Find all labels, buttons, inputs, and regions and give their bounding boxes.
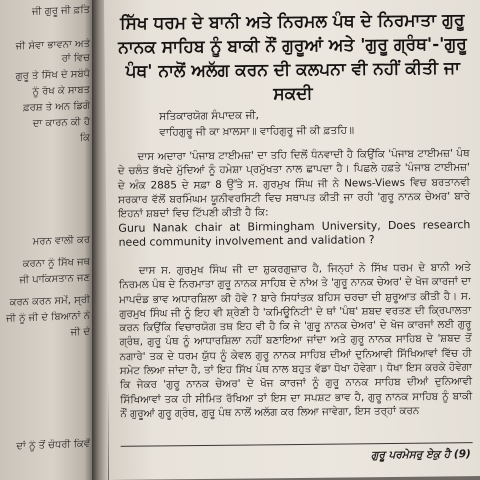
right-page <box>104 0 480 480</box>
footer-rule <box>121 442 473 447</box>
paragraph-2: ਦਾਸ ਸ. ਗੁਰਮੁਖ ਸਿੰਘ ਜੀ ਦਾ ਸ਼ੁਕਰਗੁਜ਼ਾਰ ਹੈ, ਜਿਨ੍ਹਾਂ ਨੇ ਸਿੱਖ ਧਰਮ ਦੇ ਬਾਨੀ ਅਤੇ ਨਿਰਮਲ ਪੰਥ ਦੇ ਨਿਰਮਾਤਾ ਗੁਰੂ ਨਾਨਕ ਸਾਹਿਬ ਦੇ ਨਾਂਅ ਤੇ 'ਗੁਰੂ ਨਾਨਕ ਚੇਅਰ' ਦੇ ਖੋਜ ਕਾਰਜਾਂ ਦਾ ਮਾਪਦੰਡ ਭਾਵ ਅਧਾਰਸ਼ਿਲਾ ਕੀ ਹੋਵੇ ? ਬਾਰੇ ਸਿਧਾਂਤਕ ਬਹਿਸ ਚਰਚਾ ਦੀ ਸ਼ੁਰੂਆਤ ਕੀਤੀ ਹੈ। ਸ. ਗੁਰਮੁਖ ਸਿੰਘ ਜੀ ਨੂੰ ਇਹ ਵੀ ਸ਼੍ਰੇਣੀ ਹੈ 'ਕਮਿਊਨਿਟੀ' ਦੇ ਥਾਂ 'ਪੰਥ' ਸ਼ਬਦ ਵਰਤਣ ਦੀ ਕ੍ਰਿਪਾਲਤਾ ਕਰਨ ਕਿਉਂਕਿ ਵਿਚਾਰਯੋਗ ਤਥ ਇਹ ਵੀ ਹੈ ਕਿ ਜੇ 'ਗੁਰੂ ਨਾਨਕ ਚੇਅਰ' ਦੇ ਖੋਜ ਕਾਰਜਾਂ ਲਈ ਗੁਰੂ ਗ੍ਰੰਥ, ਗੁਰੂ ਪੰਥ ਨੂੰ ਆਧਾਰਸ਼ਿਲਾ ਨਹੀਂ ਬਣਾਇਆ ਜਾਂਦਾ ਅਤੇ ਗੁਰੂ ਨਾਨਕ ਸਾਹਿਬ ਦੇ 'ਸ਼ਬਦ ਤੋਂ ਨਗਾਰੇ' ਤਕ ਦੇ ਧਰਮ ਯੁੱਧ ਨੂੰ ਕੇਵਲ ਗੁਰੂ ਨਾਨਕ ਸਾਹਿਬ ਦੀਆਂ ਦੁਨਿਆਵੀ ਸਿੱਖਿਆਵਾਂ ਵਿੱਚ ਹੀ ਸਮੇਟ ਲਿਆ ਜਾਂਦਾ ਹੈ, ਤਾਂ ਇਹ ਸਿੱਖ ਪੰਥ ਨਾਲ ਬਹੁਤ ਵੱਡਾ ਧੋਖਾ ਹੋਵੇਗਾ। ਧੋਖਾ ਇਸ ਕਰਕੇ ਹੋਵੇਗਾ ਕਿ ਜੇਕਰ 'ਗੁਰੂ ਨਾਨਕ ਚੇਅਰ' ਦੇ ਖੋਜ ਕਾਰਜਾਂ ਨੂੰ ਗੁਰੂ ਨਾਨਕ ਸਾਹਿਬ ਦੀਆਂ ਦੁਨਿਆਵੀ ਸਿੱਖਿਆਵਾਂ ਤਕ ਹੀ ਸੀਮਿਤ ਰੱਖਿਆ ਤਾਂ ਇਸ ਦਾ ਸਪਸ਼ਟ ਭਾਵ ਹੈ, ਗੁਰੂ ਨਾਨਕ ਸਾਹਿਬ ਨੂੰ ਬਾਕੀ ਨੌਂ ਗੁਰੂਆਂ ਗੁਰੂ ਗ੍ਰੰਥ, ਗੁਰੂ ਪੰਥ ਨਾਲੋਂ ਅਲੱਗ ਕਰ ਲਿਆ ਜਾਵੇਗਾ, ਇਸ ਤਰ੍ਹਾਂ ਕਰਨ <box>118 261 473 420</box>
left-page-line: ਨੂੰ ਰੱਖ ਕੇ ਸਾਬਤ <box>32 84 90 98</box>
left-page-line: ਕਰਨਾ ਨੂੰ ਸਿੱਖ ਜਥ <box>22 256 90 270</box>
left-page-line: ਜੀ ਗੁਰੂ ਜੀ ਫ਼ਤਿ <box>32 4 90 18</box>
left-page-line: ਜੀ ਪਾਕਿਸਤਾਨ ਜਣ <box>19 272 90 286</box>
english-quote: Guru Nanak chair at Birmingham University, Does research need community involvement and validation ? <box>118 218 471 250</box>
left-page-line: ਜੀ ਨੂੰ ਜੀ ਦੇ ਬਿਆਨਾਂ ਨੇ <box>6 310 90 325</box>
page-footer: ਗੁਰੂ ਪਰਮੇਸਰੁ ਏਕੁ ਹੈ (9) <box>371 448 471 462</box>
paragraph-1: ਦਾਸ ਅਦਾਰਾ 'ਪੰਜਾਬ ਟਾਈਮਜ਼' ਦਾ ਤਹਿ ਦਿਲੋਂ ਧੰਨਵਾਦੀ ਹੈ ਕਿਉਂਕਿ 'ਪੰਜਾਬ ਟਾਈਮਜ਼' ਪੰਥ ਦੇ ਚਲੰਤ ਭੱਖਦੇ ਮੁੱਦਿਆਂ ਨੂੰ ਹਮੇਸ਼ਾ ਪ੍ਰਮੁੱਖਤਾ ਨਾਲ ਛਾਪਦਾ ਹੈ। ਪਿਛਲੇ ਹਫ਼ਤੇ 'ਪੰਜਾਬ ਟਾਈਮਜ਼' ਦੇ ਅੰਕ 2885 ਦੇ ਸਫ਼ਾ 8 ਉੱਤੇ ਸ. ਗੁਰਮੁਖ ਸਿੰਘ ਜੀ ਨੇ News-Views ਵਿਚ ਬਰਤਾਨਵੀ ਸਰਕਾਰ ਵੱਲੋਂ ਬਰਮਿੰਘਮ ਯੂਨੀਵਰਸਿਟੀ ਵਿਚ ਸਥਾਪਤ ਕੀਤੀ ਜਾ ਰਹੀ 'ਗੁਰੂ ਨਾਨਕ ਚੇਅਰ' ਬਾਰੇ ਇਹਨਾਂ ਸ਼ਬਦਾਂ ਵਿਚ ਟਿੱਪਣੀ ਕੀਤੀ ਹੈ ਕਿ: <box>117 147 471 221</box>
left-page-line: ਕਰਨ ਕਰਨ ਸਮੇਂ, ਸ੍ਰੀ <box>9 294 90 309</box>
left-page-line: ਜੀ ਦੇ <box>70 326 90 339</box>
left-page-line: ਗੁਰੂ ਤੇ ਸਿੱਖ ਦੇ ਸਬੰਧੋ <box>15 68 90 83</box>
left-page-line: ਦਾਂ ਨੂੰ ਤੋਂ ਚੌਧਰੀ ਕਿਵੇਂ <box>16 438 90 452</box>
greeting-line: ਵਾਹਿਗੁਰੂ ਜੀ ਕਾ ਖ਼ਾਲਸਾ॥ ਵਾਹਿਗੁਰੂ ਜੀ ਕੀ ਫ਼ਤਹਿ॥ <box>159 124 355 139</box>
left-page-line: ਕਿ <box>79 132 90 144</box>
left-page-line: ਦਾ ਕਾਰਨ ਕੀ ਹੈ <box>32 116 90 130</box>
left-page-line: ਰਾਂ ਵਿਚ <box>61 52 90 65</box>
left-page-line: ਜੀ ਸੇਵਾ ਭਾਵਨਾ ਅਤੇ <box>15 38 90 53</box>
left-page-line: ਫ਼ਰਸ਼ ਤੇ ਅਨ ਡਿਗੋ <box>23 100 90 114</box>
salutation: ਸਤਿਕਾਰਯੋਗ ਸੰਪਾਦਕ ਜੀ, <box>159 109 259 123</box>
left-page-line: ਮਰਨ ਵਾਲੀ ਕਰ <box>32 234 90 248</box>
left-page <box>0 0 96 480</box>
article-title: ਸਿੱਖ ਧਰਮ ਦੇ ਬਾਨੀ ਅਤੇ ਨਿਰਮਲ ਪੰਥ ਦੇ ਨਿਰਮਾਤਾ ਗੁਰੂ ਨਾਨਕ ਸਾਹਿਬ ਨੂੰ ਬਾਕੀ ਨੌਂ ਗੁਰੂਆਂ ਅਤੇ 'ਗੁਰੂ ਗ੍ਰੰਥ'-'ਗੁਰੂ ਪੰਥ' ਨਾਲੋਂ ਅਲੱਗ ਕਰਨ ਦੀ ਕਲਪਨਾ ਵੀ ਨਹੀਂ ਕੀਤੀ ਜਾ ਸਕਦੀ <box>118 10 467 105</box>
